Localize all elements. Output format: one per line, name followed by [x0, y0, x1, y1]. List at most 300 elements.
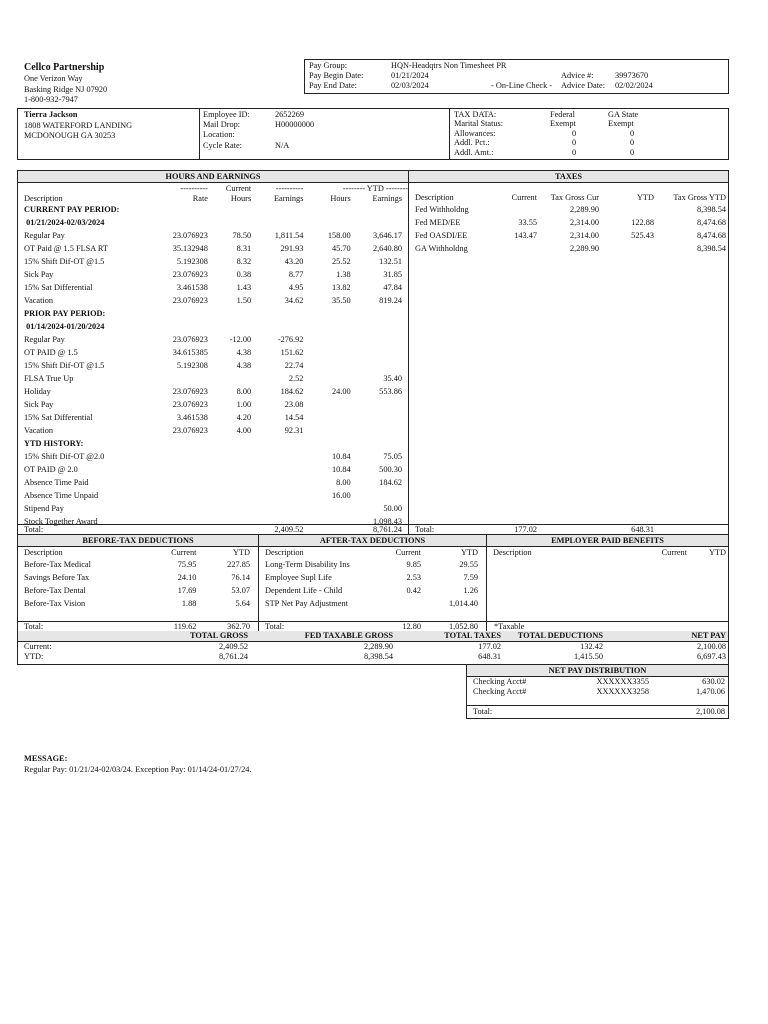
earnings-row	[18, 424, 408, 437]
earnings-ytd-amount	[351, 346, 408, 359]
earnings-ytd-hours: 45.70	[332, 244, 351, 253]
earnings-rate	[160, 463, 208, 476]
before-tax-current: 75.95	[177, 560, 197, 569]
earnings-row	[18, 294, 408, 307]
earnings-description: PRIOR PAY PERIOD:	[24, 309, 106, 318]
taxes-section	[409, 171, 728, 255]
check-type: - On-Line Check -	[491, 81, 553, 91]
earnings-amount: 2.52	[288, 374, 304, 383]
after-tax-current: 9.85	[406, 560, 421, 569]
company-name: Cellco Partnership	[24, 62, 105, 73]
before-tax-section	[18, 535, 258, 610]
summary-table	[18, 631, 728, 662]
earnings-ytd-hours	[303, 372, 350, 385]
tax-data-label: Addl. Amt.:	[454, 147, 494, 157]
before-tax-title: BEFORE-TAX DEDUCTIONS	[18, 535, 258, 547]
earnings-hours: 1.00	[236, 400, 252, 409]
earnings-row	[18, 359, 408, 372]
advice-date-label: Advice Date:	[561, 81, 606, 91]
earnings-hours	[208, 307, 251, 320]
earnings-description: Stock Together Award	[24, 517, 98, 526]
earnings-row	[18, 333, 408, 346]
earnings-hours: 0.38	[236, 270, 252, 279]
pay-end-label: Pay End Date:	[309, 81, 357, 91]
tax-col-gross-cur: Tax Gross Cur	[550, 193, 599, 202]
earnings-amount: 8.77	[288, 270, 304, 279]
before-tax-ytd: 76.14	[231, 573, 250, 582]
eb-col-description: Description	[493, 548, 532, 557]
tax-data-state: 0	[630, 138, 635, 148]
col-ytd-earnings: Earnings	[372, 193, 402, 203]
earnings-amount	[251, 502, 303, 515]
earnings-ytd-hours: 158.00	[327, 231, 351, 240]
before-tax-current: 1.88	[181, 599, 197, 608]
earnings-ytd-amount: 47.84	[383, 283, 402, 292]
summary-gross: 8,761.24	[218, 652, 248, 661]
summary-deductions: 132.42	[580, 642, 603, 651]
summary-net-pay: 2,100.08	[696, 642, 726, 651]
earnings-row	[18, 242, 408, 255]
at-col-ytd: YTD	[460, 548, 478, 557]
tax-ytd: 122.88	[631, 217, 654, 227]
taxes-table	[409, 193, 728, 255]
tax-data-federal: 0	[572, 138, 577, 148]
earnings-ytd-amount: 3,646.17	[372, 231, 402, 240]
at-col-current: Current	[395, 548, 421, 557]
summary-taxes: 177.02	[478, 642, 501, 651]
hours-earnings-table	[18, 184, 408, 528]
tax-gross-current: 2,289.90	[569, 204, 599, 214]
taxes-title: TAXES	[409, 171, 728, 183]
summary-row-label: YTD:	[24, 652, 44, 661]
employee-info-table	[203, 110, 314, 151]
before-tax-row	[18, 597, 258, 610]
earnings-hours: 8.00	[236, 387, 252, 396]
earnings-ytd-hours	[303, 203, 350, 216]
earnings-ytd-hours: 8.00	[336, 478, 351, 487]
earnings-rate: 23.076923	[172, 231, 208, 240]
earnings-hours	[208, 320, 251, 333]
pay-group-value: HQN-Headqtrs Non Timesheet PR	[391, 61, 507, 71]
earnings-description: 15% Shift Dif-OT @2.0	[24, 452, 105, 461]
col-hours: Hours	[230, 193, 252, 203]
tax-data-label: Addl. Pct.:	[454, 138, 490, 148]
dist-amount: 1,470.06	[695, 687, 725, 696]
earnings-ytd-amount	[351, 320, 408, 333]
earnings-ytd-hours	[303, 437, 350, 450]
earnings-hours: 78.50	[232, 231, 252, 240]
tax-current	[497, 203, 537, 216]
earnings-rate	[160, 307, 208, 320]
eb-col-ytd: YTD	[708, 548, 726, 557]
earnings-hours	[208, 203, 251, 216]
tax-data-federal: 0	[572, 128, 577, 138]
tax-current: 143.47	[514, 230, 537, 240]
earnings-ytd-hours: 25.52	[332, 257, 351, 266]
earnings-row	[18, 268, 408, 281]
earnings-total-current: 2,409.52	[274, 525, 304, 534]
employee-address-block	[24, 110, 132, 142]
before-tax-description: Before-Tax Dental	[24, 586, 86, 595]
tax-gross-ytd: 8,474.68	[696, 217, 726, 227]
after-tax-title: AFTER-TAX DEDUCTIONS	[259, 535, 486, 547]
pay-group-box	[304, 59, 729, 94]
earnings-hours	[208, 437, 251, 450]
earnings-row	[18, 489, 408, 502]
summary-box	[17, 631, 729, 665]
tax-data-state: Exempt	[608, 119, 634, 129]
earnings-ytd-hours: 16.00	[332, 491, 351, 500]
earnings-amount: 291.93	[280, 244, 304, 253]
employer-benefits-section	[487, 535, 728, 558]
earnings-rate: 35.132948	[172, 244, 208, 253]
at-total-ytd: 1,052.80	[448, 622, 478, 631]
earnings-amount: 22.74	[284, 361, 304, 370]
earnings-rate	[160, 216, 208, 229]
after-tax-current: 0.42	[406, 586, 421, 595]
earnings-ytd-amount	[351, 307, 408, 320]
earnings-description: 15% Sat Differential	[24, 283, 93, 292]
tax-data-header: TAX DATA:	[454, 110, 497, 119]
after-tax-description: Dependent Life - Child	[265, 586, 343, 595]
location-label: Location:	[203, 130, 235, 140]
earnings-hours: 1.43	[236, 283, 252, 292]
earnings-description: OT Paid @ 1.5 FLSA RT	[24, 244, 108, 253]
earnings-rate: 3.461538	[176, 413, 208, 422]
earnings-ytd-hours: 1.38	[336, 270, 351, 279]
mail-drop-label: Mail Drop:	[203, 120, 241, 130]
before-tax-current: 17.69	[177, 586, 197, 595]
taxable-note: *Taxable	[494, 622, 525, 631]
earnings-hours	[208, 372, 251, 385]
earnings-hours	[208, 502, 251, 515]
earnings-row	[18, 385, 408, 398]
employee-address-line: MCDONOUGH GA 30253	[24, 131, 116, 140]
employer-benefits-title: EMPLOYER PAID BENEFITS	[487, 535, 728, 547]
earnings-hours: 4.38	[236, 361, 252, 370]
earnings-description: 15% Shift Dif-OT @1.5	[24, 257, 105, 266]
current-label: Current	[225, 184, 252, 193]
tax-description: GA Withholdng	[415, 243, 468, 253]
before-tax-ytd: 227.85	[227, 560, 250, 569]
earnings-description: Holiday	[24, 387, 51, 396]
summary-row-label: Current:	[24, 642, 52, 651]
before-tax-ytd: 5.64	[235, 599, 250, 608]
earnings-amount: 184.62	[280, 387, 304, 396]
earnings-ytd-amount: 2,640.80	[372, 244, 402, 253]
dist-account: XXXXXX3355	[596, 677, 649, 686]
earnings-total-label: Total:	[24, 525, 44, 534]
earnings-description: 01/14/2024-01/20/2024	[24, 322, 105, 331]
earnings-description: 15% Sat Differential	[24, 413, 93, 422]
tax-ytd	[599, 242, 654, 255]
advice-number-label: Advice #:	[561, 71, 594, 81]
earnings-amount	[251, 463, 303, 476]
at-col-description: Description	[265, 548, 304, 557]
earnings-hours	[208, 216, 251, 229]
tax-row	[409, 216, 728, 229]
earnings-ytd-amount: 132.51	[379, 257, 402, 266]
earnings-description: Regular Pay	[24, 231, 65, 240]
earnings-description: Regular Pay	[24, 335, 65, 344]
earnings-ytd-amount: 184.62	[379, 478, 402, 487]
tax-row	[409, 242, 728, 255]
earnings-rate	[160, 502, 208, 515]
earnings-ytd-hours	[303, 411, 350, 424]
dist-total: 2,100.08	[695, 707, 725, 716]
earnings-rate: 23.076923	[172, 426, 208, 435]
tax-ytd	[599, 203, 654, 216]
earnings-amount: 14.54	[284, 413, 304, 422]
earnings-row	[18, 229, 408, 242]
earnings-amount: 4.95	[288, 283, 304, 292]
tax-col-ytd: YTD	[636, 193, 654, 202]
earnings-amount	[251, 450, 303, 463]
earnings-row	[18, 476, 408, 489]
earnings-ytd-amount	[351, 203, 408, 216]
earnings-rate: 23.076923	[172, 335, 208, 344]
after-tax-ytd: 1,014.40	[448, 599, 478, 608]
earnings-hours	[208, 450, 251, 463]
advice-date: 02/02/2024	[615, 81, 653, 91]
summary-deductions: 1,415.50	[573, 652, 603, 661]
earnings-hours: 4.00	[236, 426, 252, 435]
earnings-ytd-amount: 553.86	[379, 387, 402, 396]
col-ytd-hours: Hours	[330, 193, 351, 203]
before-tax-total-row	[18, 622, 258, 631]
earnings-amount: 23.08	[284, 400, 304, 409]
after-tax-ytd: 29.55	[459, 560, 478, 569]
earnings-ytd-hours	[303, 359, 350, 372]
earnings-row	[18, 255, 408, 268]
after-tax-row	[259, 571, 486, 584]
tax-current: 33.55	[518, 217, 537, 227]
earnings-row	[18, 346, 408, 359]
earnings-description: Stipend Pay	[24, 504, 64, 513]
earnings-ytd-hours	[303, 216, 350, 229]
dist-label: Checking Acct#	[473, 677, 527, 686]
earnings-total-ytd: 8,761.24	[372, 525, 402, 534]
earnings-hours	[208, 489, 251, 502]
net-pay-distribution-title: NET PAY DISTRIBUTION	[467, 664, 728, 677]
current-dashes: ----------	[180, 184, 208, 193]
earnings-rate	[160, 203, 208, 216]
summary-net-pay: 6,697.43	[696, 652, 726, 661]
earnings-hours	[208, 476, 251, 489]
earnings-ytd-amount: 31.85	[383, 270, 402, 279]
after-tax-current	[377, 597, 421, 610]
tax-gross-current: 2,289.90	[569, 243, 599, 253]
tax-row	[409, 203, 728, 216]
mail-drop: H00000000	[275, 120, 315, 130]
after-tax-row	[259, 597, 486, 610]
earnings-rate: 23.076923	[172, 296, 208, 305]
earnings-amount	[251, 320, 303, 333]
bt-col-description: Description	[24, 548, 63, 557]
earnings-row	[18, 450, 408, 463]
after-tax-row	[259, 584, 486, 597]
earnings-description: Sick Pay	[24, 270, 54, 279]
earnings-amount	[251, 489, 303, 502]
earnings-description: Absence Time Unpaid	[24, 491, 99, 500]
earnings-ytd-amount	[351, 216, 408, 229]
earnings-ytd-hours: 13.82	[332, 283, 351, 292]
at-total-label: Total:	[265, 622, 285, 631]
at-total-current: 12.80	[402, 622, 421, 631]
earnings-amount: 43.20	[284, 257, 304, 266]
earnings-amount	[251, 203, 303, 216]
col-rate: Rate	[192, 193, 208, 203]
earnings-rate: 5.192308	[176, 361, 208, 370]
earnings-description: 15% Shift Dif-OT @1.5	[24, 361, 105, 370]
employer-benefits-table	[487, 547, 728, 558]
earnings-ytd-amount	[351, 411, 408, 424]
tax-current	[497, 242, 537, 255]
summary-fed-taxable: 8,398.54	[363, 652, 393, 661]
earnings-description: OT PAID @ 2.0	[24, 465, 78, 474]
employee-id: 2652269	[275, 110, 305, 119]
taxes-total-label: Total:	[415, 525, 435, 534]
earnings-amount: 92.31	[284, 426, 304, 435]
company-address	[24, 74, 107, 106]
tax-data-table	[454, 110, 674, 157]
earnings-rate	[160, 476, 208, 489]
earnings-amount: 34.62	[284, 296, 304, 305]
summary-taxes: 648.31	[478, 652, 501, 661]
after-tax-section	[259, 535, 486, 610]
bt-col-current: Current	[171, 548, 197, 557]
before-tax-ytd: 53.07	[231, 586, 250, 595]
summary-col-fed-taxable: FED TAXABLE GROSS	[304, 631, 393, 640]
tax-description: Fed Withholdng	[415, 204, 469, 214]
earnings-ytd-amount	[351, 398, 408, 411]
pay-end-date: 02/03/2024	[391, 81, 429, 91]
deductions-box	[17, 534, 729, 632]
employee-box	[17, 108, 729, 160]
earnings-ytd-amount	[351, 424, 408, 437]
earnings-ytd-amount	[351, 359, 408, 372]
earnings-amount	[251, 437, 303, 450]
earnings-hours: 4.38	[236, 348, 252, 357]
col-earnings: Earnings	[273, 193, 304, 203]
earnings-rate: 5.192308	[176, 257, 208, 266]
tax-row	[409, 229, 728, 242]
before-tax-row	[18, 584, 258, 597]
earnings-amount: -276.92	[277, 335, 304, 344]
earnings-ytd-hours	[303, 346, 350, 359]
pay-begin-label: Pay Begin Date:	[309, 71, 364, 81]
after-tax-description: Employee Supl Life	[265, 573, 332, 582]
company-address-line: Basking Ridge NJ 07920	[24, 84, 108, 94]
hours-earnings-title: HOURS AND EARNINGS	[18, 171, 408, 183]
tax-col-description: Description	[415, 193, 454, 202]
dist-account: XXXXXX3258	[596, 687, 649, 696]
tax-description: Fed MED/EE	[415, 217, 461, 227]
tax-data-label: Allowances:	[454, 128, 496, 138]
earnings-row	[18, 307, 408, 320]
earnings-ytd-hours	[303, 307, 350, 320]
earnings-hours: 8.31	[236, 244, 252, 253]
earnings-description: Vacation	[24, 296, 54, 305]
net-pay-distribution-box	[466, 664, 729, 719]
summary-col-net-pay: NET PAY	[691, 631, 726, 640]
summary-fed-taxable: 2,289.90	[363, 642, 393, 651]
earnings-row	[18, 216, 408, 229]
earnings-ytd-amount: 819.24	[379, 296, 402, 305]
company-address-line: One Verizon Way	[24, 74, 83, 83]
tax-col-current: Current	[511, 193, 537, 202]
location	[275, 130, 314, 140]
tax-data-state: 0	[630, 147, 635, 157]
tax-gross-ytd: 8,398.54	[696, 204, 726, 214]
col-description: Description	[24, 193, 63, 203]
earnings-amount	[251, 307, 303, 320]
tax-data-state: 0	[630, 128, 635, 138]
earnings-row	[18, 437, 408, 450]
tax-gross-current: 2,314.00	[569, 217, 599, 227]
bt-total-ytd: 362.70	[227, 622, 250, 631]
earnings-row	[18, 398, 408, 411]
earnings-rate	[160, 320, 208, 333]
taxes-total-ytd: 648.31	[631, 525, 654, 534]
earnings-description: OT PAID @ 1.5	[24, 348, 78, 357]
cycle-rate: N/A	[275, 140, 290, 150]
earnings-hours	[208, 463, 251, 476]
earnings-amount	[251, 476, 303, 489]
cycle-rate-label: Cycle Rate:	[203, 140, 242, 150]
tax-gross-ytd: 8,474.68	[696, 230, 726, 240]
summary-col-gross: TOTAL GROSS	[189, 631, 248, 640]
earnings-ytd-hours	[303, 502, 350, 515]
tax-gross-ytd: 8,398.54	[696, 243, 726, 253]
earnings-row	[18, 320, 408, 333]
ytd-dashes: -------- YTD --------	[342, 184, 408, 193]
dist-label: Checking Acct#	[473, 687, 527, 696]
earnings-ytd-hours: 10.84	[332, 465, 351, 474]
after-tax-description: Long-Term Disability Ins	[265, 560, 350, 569]
earnings-hours: 8.32	[236, 257, 252, 266]
earnings-amount: 151.62	[280, 348, 304, 357]
earnings-ytd-hours	[303, 424, 350, 437]
message-label: MESSAGE:	[24, 754, 68, 763]
hours-earnings-section	[18, 171, 408, 528]
taxes-total-row	[409, 525, 728, 534]
earnings-description: YTD HISTORY:	[24, 439, 84, 448]
earnings-row	[18, 203, 408, 216]
employee-id-label: Employee ID:	[203, 110, 250, 119]
earnings-ytd-hours: 35.50	[332, 296, 351, 305]
message-block	[24, 754, 251, 775]
after-tax-ytd: 7.59	[463, 573, 478, 582]
earnings-row	[18, 372, 408, 385]
after-tax-row	[259, 558, 486, 571]
earnings-ytd-amount	[351, 489, 408, 502]
before-tax-description: Savings Before Tax	[24, 573, 90, 582]
earnings-row	[18, 411, 408, 424]
earnings-ytd-amount	[351, 437, 408, 450]
advice-number: 39973670	[615, 71, 649, 81]
eb-col-current: Current	[661, 548, 687, 557]
tax-data-federal: 0	[572, 147, 577, 157]
earnings-rate: 34.615385	[172, 348, 208, 357]
earnings-rate	[160, 450, 208, 463]
earnings-hours: -12.00	[229, 335, 252, 344]
earnings-amount	[251, 216, 303, 229]
summary-col-deductions: TOTAL DEDUCTIONS	[517, 631, 603, 640]
pay-group-label: Pay Group:	[309, 61, 348, 71]
dist-amount: 630.02	[702, 677, 725, 686]
earnings-total-row	[18, 525, 408, 534]
